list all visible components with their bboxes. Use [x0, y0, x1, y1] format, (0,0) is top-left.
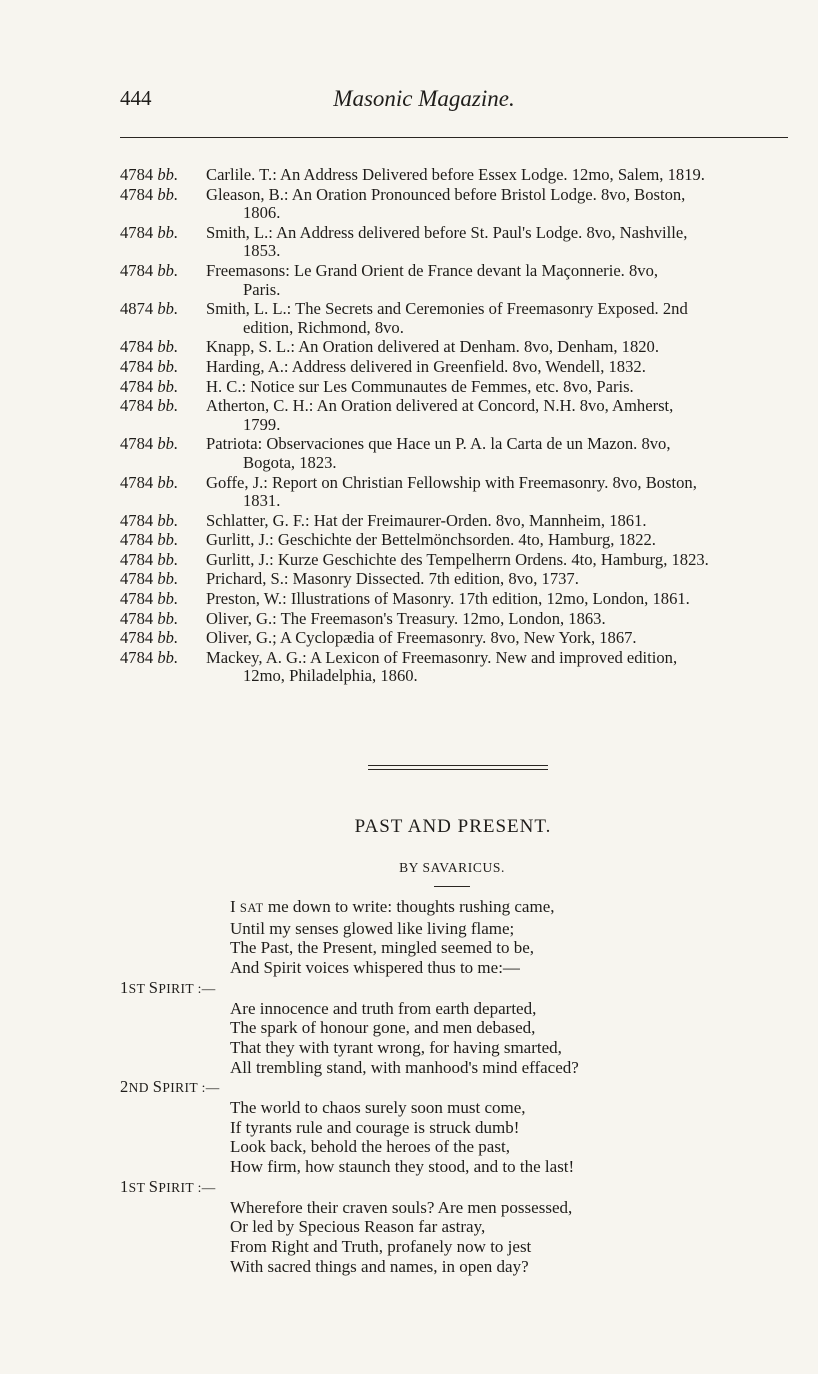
catalogue-entry	[120, 435, 788, 472]
entry-continuation: Bogota, 1823.	[243, 452, 337, 472]
entry-continuation: Paris.	[243, 279, 281, 299]
catalogue-entry	[120, 397, 788, 434]
poem-line: That they with tyrant wrong, for having smarted,	[230, 1037, 562, 1057]
page-number: 444	[120, 86, 152, 110]
entry-text: Preston, W.: Illustrations of Masonry. 17th edition, 12mo, London, 1861.	[206, 589, 690, 609]
catalogue-entry	[120, 512, 788, 531]
poem-line: Look back, behold the heroes of the past,	[230, 1137, 510, 1157]
catalogue-entry	[120, 649, 788, 686]
entry-code: 4784 bb.	[120, 530, 179, 550]
poem-line: The world to chaos surely soon must come,	[230, 1098, 526, 1118]
poem-line: Until my senses glowed like living flame;	[230, 918, 515, 938]
entry-text: Schlatter, G. F.: Hat der Freimaurer-Orden. 8vo, Mannheim, 1861.	[206, 510, 647, 530]
entry-code: 4784 bb.	[120, 647, 179, 667]
poem-line: I SAT me down to write: thoughts rushing came,	[230, 897, 555, 916]
entry-text: Smith, L. L.: The Secrets and Ceremonies of Freemasonry Exposed. 2nd edition, Richmond, 8vo.	[206, 299, 788, 337]
entry-text: Smith, L.: An Address delivered before St. Paul's Lodge. 8vo, Nashville, 1853.	[206, 223, 788, 261]
catalogue-entry	[120, 338, 788, 357]
catalogue-entry	[120, 551, 788, 570]
entry-text: Harding, A.: Address delivered in Greenfield. 8vo, Wendell, 1832.	[206, 356, 646, 376]
entry-code: 4874 bb.	[120, 299, 179, 319]
catalogue-entry	[120, 474, 788, 511]
running-title: Masonic Magazine.	[333, 86, 515, 111]
entry-code: 4784 bb.	[120, 510, 179, 530]
entry-text: Gleason, B.: An Oration Pronounced before Bristol Lodge. 8vo, Boston, 1806.	[206, 185, 788, 223]
catalogue-entry	[120, 610, 788, 629]
entry-code: 4784 bb.	[120, 165, 179, 184]
poem-line: The Past, the Present, mingled seemed to be,	[230, 938, 535, 958]
entry-continuation: 1799.	[243, 414, 281, 434]
entry-text: Gurlitt, J.: Geschichte der Bettelmönchsorden. 4to, Hamburg, 1822.	[206, 530, 656, 550]
entry-text: Mackey, A. G.: A Lexicon of Freemasonry. New and improved edition, 12mo, Philadelphia, 1860.	[206, 648, 788, 686]
article-title: PAST AND PRESENT.	[354, 816, 552, 837]
catalogue-entry	[120, 570, 788, 589]
section-divider	[368, 765, 548, 770]
entry-text: Gurlitt, J.: Kurze Geschichte des Tempelherrn Ordens. 4to, Hamburg, 1823.	[206, 549, 709, 569]
entry-code: 4784 bb.	[120, 396, 179, 416]
speaker-label: 1ST SPIRIT :—	[120, 977, 216, 997]
speaker-label: 1ST SPIRIT :—	[120, 1176, 216, 1196]
poem-line: From Right and Truth, profanely now to jest	[230, 1236, 532, 1256]
entry-continuation: 12mo, Philadelphia, 1860.	[243, 666, 418, 686]
poem-line: Are innocence and truth from earth departed,	[230, 998, 537, 1018]
catalogue-entry	[120, 358, 788, 377]
catalogue-entry	[120, 224, 788, 261]
poem-line: And Spirit voices whispered thus to me:—	[230, 958, 520, 978]
entry-code: 4784 bb.	[120, 608, 179, 628]
catalogue-entry	[120, 629, 788, 648]
entry-code: 4784 bb.	[120, 434, 179, 454]
catalogue-entry	[120, 262, 788, 299]
entry-continuation: 1806.	[243, 203, 281, 223]
entry-text: Oliver, G.; A Cyclopædia of Freemasonry. 8vo, New York, 1867.	[206, 628, 637, 648]
entry-code: 4784 bb.	[120, 589, 179, 609]
entry-text: Patriota: Observaciones que Hace un P. A. la Carta de un Mazon. 8vo, Bogota, 1823.	[206, 434, 788, 472]
poem-line: The spark of honour gone, and men debased,	[230, 1018, 536, 1038]
entry-code: 4784 bb.	[120, 337, 179, 357]
entry-text: Prichard, S.: Masonry Dissected. 7th edition, 8vo, 1737.	[206, 569, 579, 589]
entry-continuation: edition, Richmond, 8vo.	[243, 317, 404, 337]
byline-rule	[434, 886, 470, 887]
poem	[120, 897, 788, 1276]
poem-line: All trembling stand, with manhood's mind effaced?	[230, 1057, 579, 1077]
entry-text: H. C.: Notice sur Les Communautes de Femmes, etc. 8vo, Paris.	[206, 376, 634, 396]
header-rule	[120, 137, 788, 138]
entry-code: 4784 bb.	[120, 356, 179, 376]
catalogue-entry	[120, 590, 788, 609]
catalogue-entry	[120, 300, 788, 337]
catalogue-entry	[120, 166, 788, 185]
catalogue-entry	[120, 378, 788, 397]
catalogue-entries	[120, 166, 788, 687]
entry-code: 4784 bb.	[120, 222, 179, 242]
poem-line: Or led by Specious Reason far astray,	[230, 1217, 486, 1237]
poem-line: If tyrants rule and courage is struck dumb!	[230, 1117, 520, 1137]
entry-code: 4784 bb.	[120, 549, 179, 569]
entry-continuation: 1853.	[243, 241, 281, 261]
catalogue-entry	[120, 186, 788, 223]
entry-code: 4784 bb.	[120, 472, 179, 492]
entry-continuation: 1831.	[243, 491, 281, 511]
poem-line: With sacred things and names, in open day?	[230, 1256, 529, 1276]
entry-text: Carlile. T.: An Address Delivered before Essex Lodge. 12mo, Salem, 1819.	[206, 165, 705, 184]
entry-code: 4784 bb.	[120, 569, 179, 589]
entry-text: Oliver, G.: The Freemason's Treasury. 12mo, London, 1863.	[206, 608, 606, 628]
entry-text: Goffe, J.: Report on Christian Fellowship with Freemasonry. 8vo, Boston, 1831.	[206, 473, 788, 511]
entry-code: 4784 bb.	[120, 260, 179, 280]
entry-code: 4784 bb.	[120, 628, 179, 648]
entry-code: 4784 bb.	[120, 184, 179, 204]
poem-line: How firm, how staunch they stood, and to the last!	[230, 1157, 575, 1177]
entry-text: Knapp, S. L.: An Oration delivered at Denham. 8vo, Denham, 1820.	[206, 337, 660, 357]
speaker-label: 2ND SPIRIT :—	[120, 1077, 220, 1097]
entry-text: Atherton, C. H.: An Oration delivered at Concord, N.H. 8vo, Amherst, 1799.	[206, 396, 788, 434]
entry-code: 4784 bb.	[120, 376, 179, 396]
article-byline: BY SAVARICUS.	[399, 860, 505, 875]
entry-text: Freemasons: Le Grand Orient de France devant la Maçonnerie. 8vo, Paris.	[206, 261, 788, 299]
catalogue-entry	[120, 531, 788, 550]
poem-line: Wherefore their craven souls? Are men possessed,	[230, 1197, 573, 1217]
